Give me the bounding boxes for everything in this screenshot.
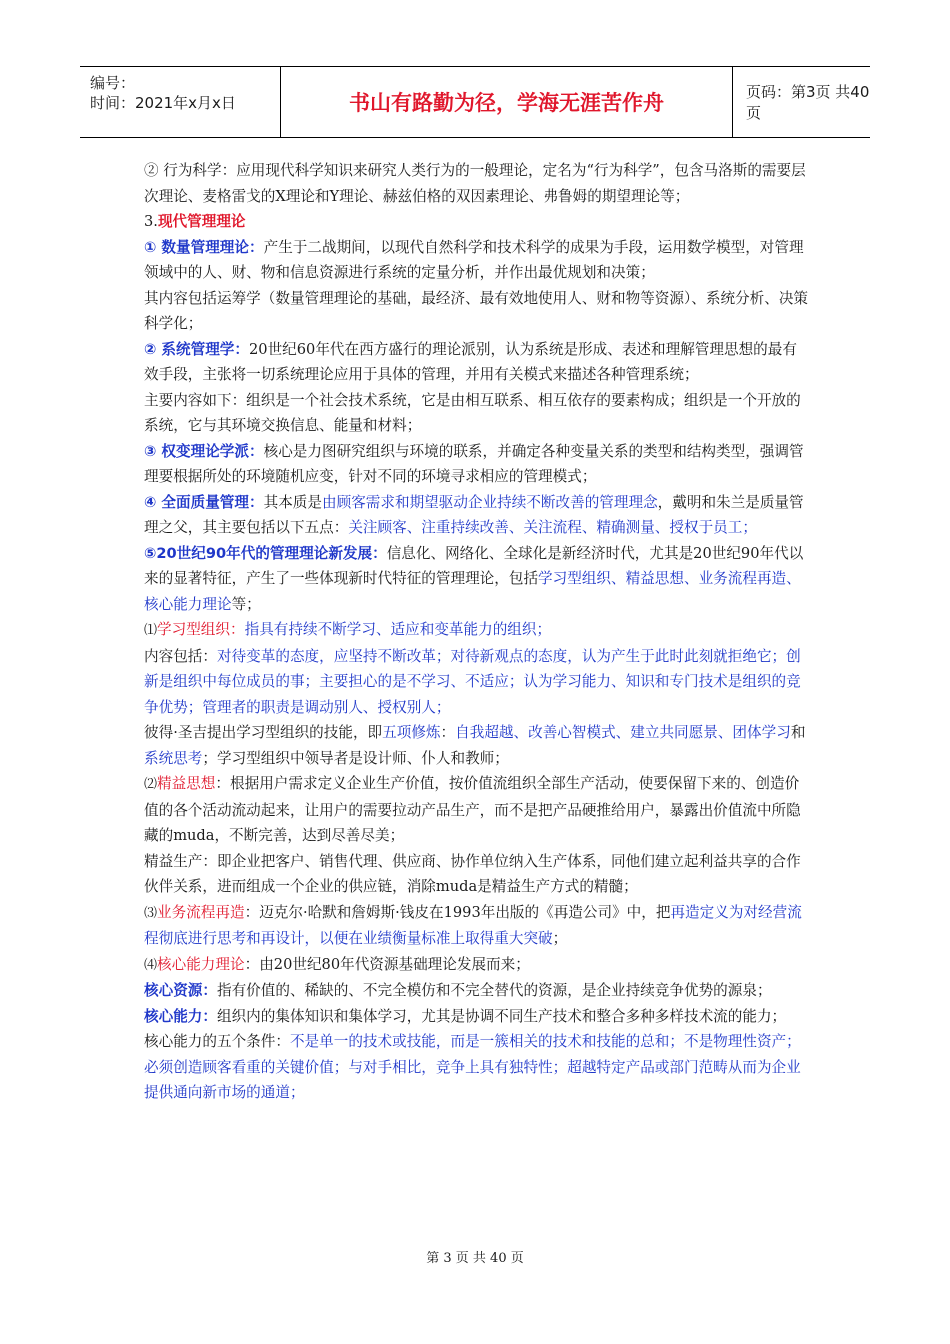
page-footer: 第 3 页 共 40 页	[426, 1251, 524, 1266]
term-label: 精益思想	[157, 775, 216, 792]
term-label: ① 数量管理理论：	[144, 238, 264, 256]
date-line: 时间：2021年x月x日	[90, 94, 236, 112]
paragraph-systems-content: 主要内容如下：组织是一个社会技术系统，它是由相互联系、相互依存的要素构成；组织是一个开放的系统，它与其环境交换信息、能量和材料；	[144, 391, 801, 434]
section-title: 现代管理理论	[157, 213, 246, 230]
header-motto: 书山有路勤为径，学海无涯苦作舟	[281, 67, 733, 137]
paragraph-bpr: ⑶业务流程再造：迈克尔·哈默和詹姆斯·钱皮在1993年出版的《再造公司》中，把再造定义为对经营流程彻底进行思考和再设计，以便在业绩衡量标准上取得重大突破；	[144, 903, 802, 947]
paragraph-learning-org: ⑴学习型组织：指具有持续不断学习、适应和变革能力的组织；	[144, 621, 552, 638]
paragraph-five-disciplines: 彼得·圣吉提出学习型组织的技能，即五项修炼：自我超越、改善心智模式、建立共同愿景、团体学习和系统思考；学习型组织中领导者是设计师、仆人和教师；	[144, 724, 806, 767]
paragraph-core-capability: 核心能力：组织内的集体知识和集体学习，尤其是协调不同生产技术和整合多种多样技术流的能力；	[144, 1007, 787, 1025]
paragraph-five-conditions: 核心能力的五个条件：不是单一的技术或技能，而是一簇相关的技术和技能的总和；不是物理性资产；必须创造顾客看重的关键价值；与对手相比，竞争上具有独特性；超越特定产品或部门范畴从而为企业提供通向新市场的通道；	[144, 1033, 801, 1101]
paragraph-learning-org-content: 内容包括：对待变革的态度，应坚持不断改革；对待新观点的态度，认为产生于此时此刻就拒绝它；创新是组织中每位成员的事；主要担心的是不学习、不适应；认为学习能力、知识和专门技术是组织的竞争优势；管理者的职责是调动别人、授权别人；	[144, 647, 801, 716]
page-header	[80, 66, 870, 138]
paragraph-contingency: ③ 权变理论学派：核心是力图研究组织与环境的联系，并确定各种变量关系的类型和结构类型，强调管理要根据所处的环境随机应变，针对不同的环境寻求相应的管理模式；	[144, 442, 804, 485]
paragraph-core-resources: 核心资源：指有价值的、稀缺的、不完全模仿和不完全替代的资源，是企业持续竞争优势的源泉；	[144, 982, 772, 999]
term-label: 核心能力理论	[157, 955, 245, 973]
term-label: ⑤20世纪90年代的管理理论新发展：	[144, 544, 387, 562]
paragraph-quantitative: ① 数量管理理论：产生于二战期间，以现代自然科学和技术科学的成果为手段，运用数学模型，对管理领域中的人、财、物和信息资源进行系统的定量分析，并作出最优规划和决策；	[144, 238, 804, 281]
term-label: ④ 全面质量管理：	[144, 493, 264, 511]
paragraph-90s-developments: ⑤20世纪90年代的管理理论新发展：信息化、网络化、全球化是新经济时代，尤其是20世纪90年代以来的显著特征，产生了一些体现新时代特征的管理理论，包括学习型组织、精益思想、业务流程再造、核心能力理论等；	[144, 544, 804, 613]
term-label: ② 系统管理学：	[144, 340, 250, 358]
number-label: 编号：	[90, 74, 136, 92]
term-label: ③ 权变理论学派：	[144, 442, 264, 460]
term-label: 核心能力：	[144, 1007, 217, 1025]
paragraph-quantitative-content: 其内容包括运筹学（数量管理理论的基础，最经济、最有效地使用人、财和物等资源）、系统分析、决策科学化；	[144, 289, 809, 332]
section-heading: 3.现代管理理论	[144, 213, 246, 230]
paragraph-behavioral-science: ② 行为科学：应用现代科学知识来研究人类行为的一般理论，定名为“行为科学”，包含马洛斯的需要层次理论、麦格雷戈的X理论和Y理论、赫兹伯格的双因素理论、弗鲁姆的期望理论等；	[144, 162, 806, 205]
paragraph-systems: ② 系统管理学：20世纪60年代在西方盛行的理论派别，认为系统是形成、表述和理解管理思想的最有效手段，主张将一切系统理论应用于具体的管理，并用有关模式来描述各种管理系统；	[144, 340, 797, 383]
term-label: 学习型组织：	[157, 621, 245, 638]
term-label: 业务流程再造	[157, 903, 245, 921]
paragraph-tqm: ④ 全面质量管理：其本质是由顾客需求和期望驱动企业持续不断改善的管理理念，戴明和朱兰是质量管理之父，其主要包括以下五点：关注顾客、注重持续改善、关注流程、精确测量、授权于员工；	[144, 493, 804, 536]
header-page-info: 页码：第3页 共40页	[746, 83, 870, 122]
term-label: 核心资源：	[144, 982, 217, 999]
header-left-cell	[80, 67, 281, 137]
paragraph-lean-production: 精益生产：即企业把客户、销售代理、供应商、协作单位纳入生产体系，同他们建立起利益共享的合作伙伴关系，进而组成一个企业的供应链，消除muda是精益生产方式的精髓；	[144, 852, 801, 895]
paragraph-core-competence: ⑷核心能力理论：由20世纪80年代资源基础理论发展而来；	[144, 955, 530, 973]
document-body	[144, 158, 810, 1106]
paragraph-lean-thinking: ⑵精益思想：根据用户需求定义企业生产价值，按价值流组织全部生产活动，使要保留下来的、创造价值的各个活动流动起来，让用户的需要拉动产品生产，而不是把产品硬推给用户，暴露出价值流中所隐藏的muda，不断完善，达到尽善尽美；	[144, 775, 801, 844]
